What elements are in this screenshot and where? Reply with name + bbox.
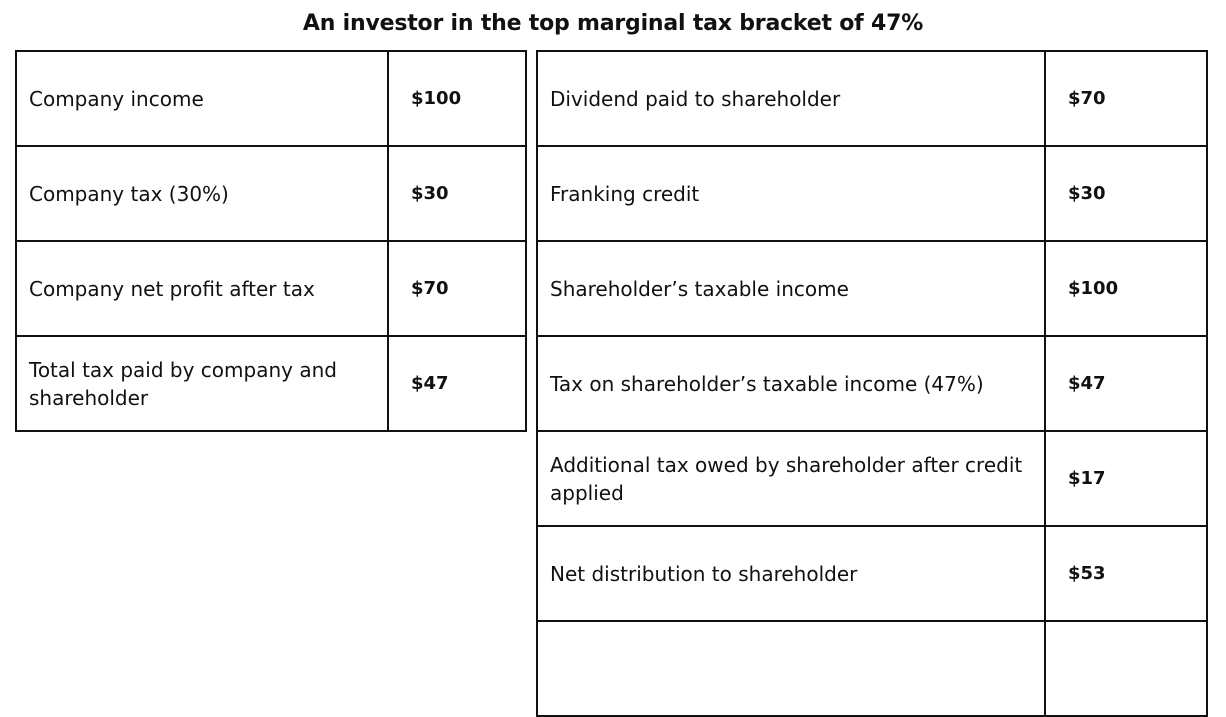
row-label: Total tax paid by company and shareholder: [16, 336, 388, 431]
table-row: [537, 526, 1207, 621]
row-value: $30: [1045, 146, 1207, 241]
table-row: [537, 146, 1207, 241]
row-value: $30: [388, 146, 526, 241]
row-label: Company tax (30%): [16, 146, 388, 241]
row-value: $70: [388, 241, 526, 336]
table-row: [537, 241, 1207, 336]
shareholder-tax-table: [536, 50, 1208, 717]
table-row: [537, 336, 1207, 431]
table-row: [16, 336, 526, 431]
row-label: Shareholder’s taxable income: [537, 241, 1045, 336]
row-value: $100: [388, 51, 526, 146]
table-row: [16, 241, 526, 336]
row-label: Additional tax owed by shareholder after credit applied: [537, 431, 1045, 526]
row-value: $47: [388, 336, 526, 431]
table-row-clipped: [537, 621, 1207, 716]
row-label: Tax on shareholder’s taxable income (47%): [537, 336, 1045, 431]
row-label: Company income: [16, 51, 388, 146]
row-value: $70: [1045, 51, 1207, 146]
row-label: Company net profit after tax: [16, 241, 388, 336]
row-value: $100: [1045, 241, 1207, 336]
table-row: [537, 431, 1207, 526]
row-label: Dividend paid to shareholder: [537, 51, 1045, 146]
table-row: [537, 51, 1207, 146]
row-label-clipped: [537, 621, 1045, 716]
page-subtitle: An investor in the top marginal tax bracket of 47%: [302, 11, 924, 36]
company-tax-table: [15, 50, 527, 432]
table-row: [16, 146, 526, 241]
row-value: $53: [1045, 526, 1207, 621]
table-row: [16, 51, 526, 146]
row-label: Franking credit: [537, 146, 1045, 241]
row-value-clipped: [1045, 621, 1207, 716]
row-value: $17: [1045, 431, 1207, 526]
row-value: $47: [1045, 336, 1207, 431]
row-label: Net distribution to shareholder: [537, 526, 1045, 621]
